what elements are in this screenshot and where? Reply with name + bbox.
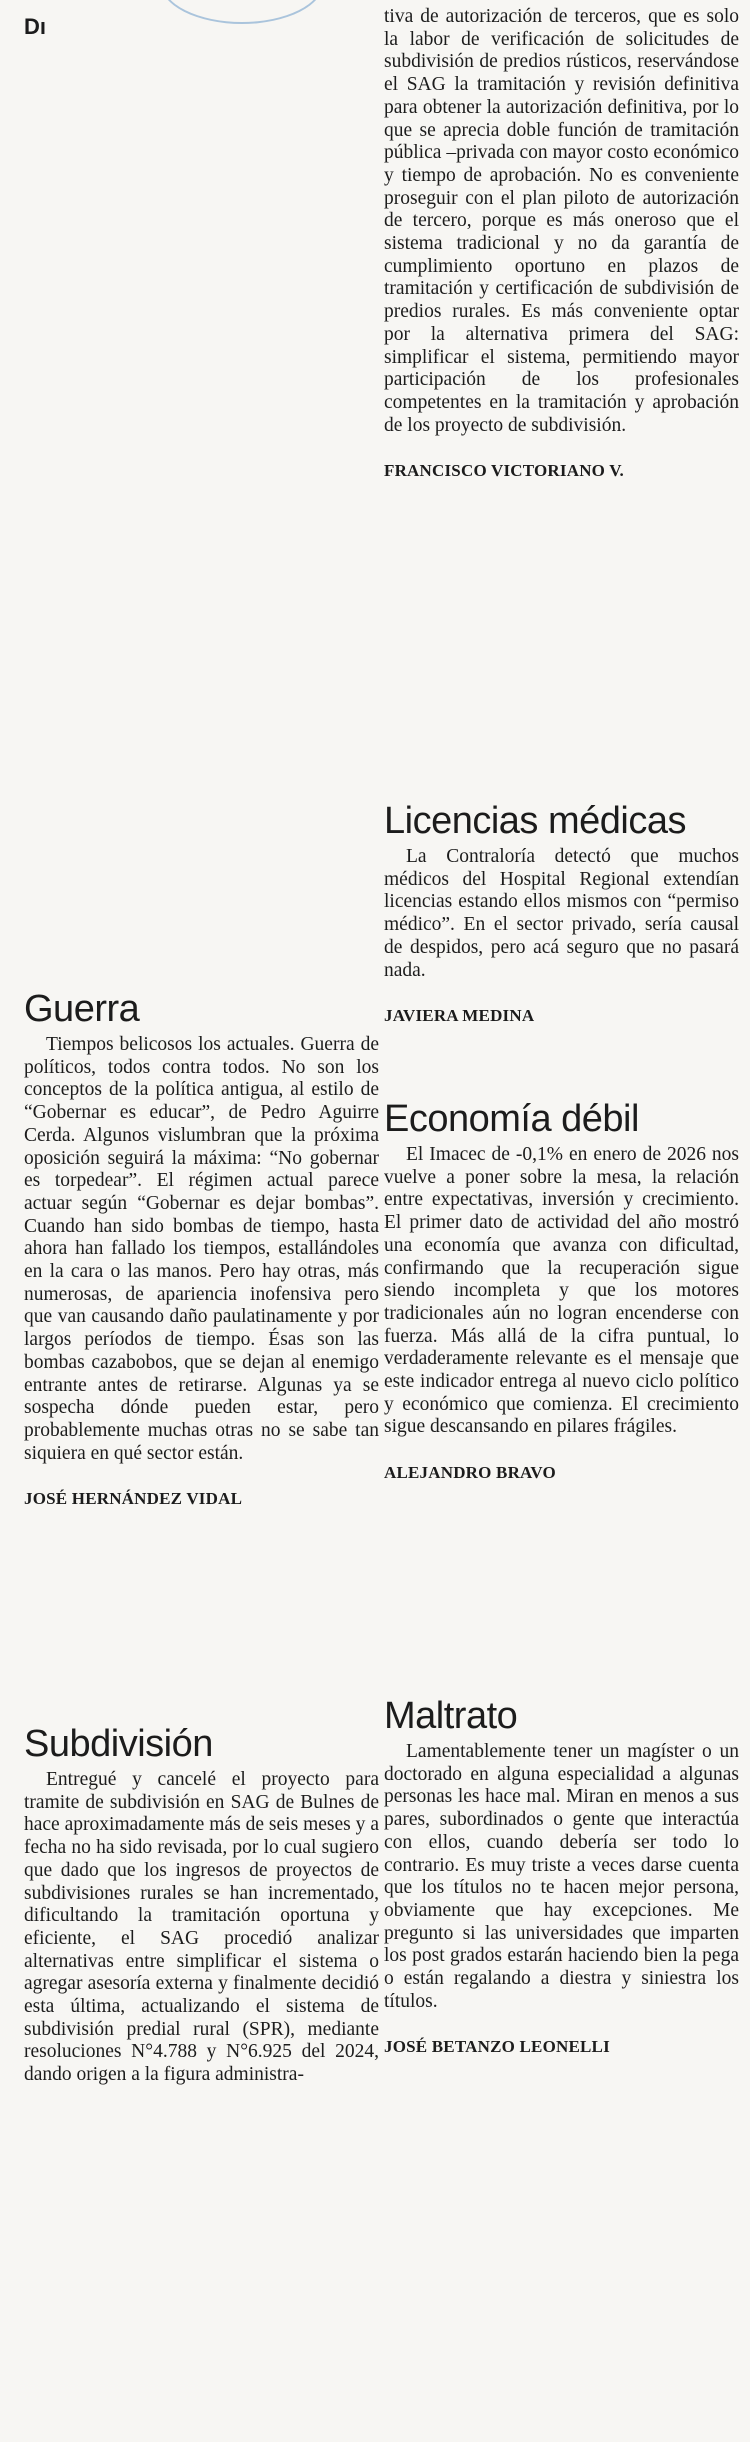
letter-title: Maltrato (384, 1695, 518, 1737)
letter-title: Economía débil (384, 1098, 639, 1140)
letter-body: El Imacec de -0,1% en enero de 2026 nos vuelve a poner sobre la mesa, la relación entre expectativas, inversión y crecimiento. El primer dato de actividad del año mostró una economía que avanza con dificultad, confirmando que la recuperación sigue siendo incompleta y que los motores tradicionales aún no logran encenderse con fuerza. Más allá de la cifra puntual, lo verdaderamente relevante es el mensaje que este indicador entrega al nuevo ciclo político y económico que comienza. El crecimiento sigue descansando en pilares frágiles. (384, 1144, 739, 1438)
section-mark: Dı (24, 14, 46, 39)
letter-title: Subdivisión (24, 1723, 213, 1765)
letter-body: La Contraloría detectó que muchos médicos del Hospital Regional extendían licencias estando ellos mismos con “permiso médico”. En el sector privado, sería causal de despidos, pero acá seguro que no pasará nada. (384, 846, 739, 981)
letter-economia (384, 1098, 739, 1483)
letter-signature: FRANCISCO VICTORIANO V. (384, 461, 624, 481)
letter-subdivision (24, 1723, 379, 2087)
letter-body: Entregué y cancelé el proyecto para tramite de subdivisión en SAG de Bulnes de hace aproximadamente más de seis meses y a fecha no ha sido revisada, por lo cual sugiero que dado que los ingresos de proyectos de subdivisiones rurales se han incrementado, dificultando la tramitación oportuna y eficiente, el SAG procedió analizar alternativas entre simplificar el sistema o agregar asesoría externa y finalmente decidió esta última, actualizando el sistema de subdivisión predial rural (SPR), mediante resoluciones N°4.788 y N°6.925 del 2024, dando origen a la figura administra- (24, 1769, 379, 2086)
letter-title: Guerra (24, 988, 140, 1030)
letter-signature: JOSÉ BETANZO LEONELLI (384, 2037, 610, 2057)
letter-signature: JAVIERA MEDINA (384, 1006, 535, 1026)
letter-guerra (24, 988, 379, 1509)
letter-licencias (384, 800, 739, 1026)
letter-maltrato (384, 1695, 739, 2057)
letter-body: Tiempos belicosos los actuales. Guerra de políticos, todos contra todos. No son los conceptos de la política antigua, al estilo de “Gobernar es educar”, de Pedro Aguirre Cerda. Algunos vislumbran que la próxima oposición seguirá la máxima: “No gobernar es torpedear”. El régimen actual parece actuar según “Gobernar es dejar bombas”. Cuando han sido bombas de tiempo, hasta ahora han fallado los tiempos, estallándoles en la cara o las manos. Pero hay otras, más numerosas, de apariencia inofensiva pero que van causando daño paulatinamente y por largos períodos de tiempo. Ésas son las bombas cazabobos, que se dejan al enemigo entrante antes de retirarse. Algunas ya se sospecha dónde pueden estar, pero probablemente muchas otras no se sabe tan siquiera en qué sector están. (24, 1034, 379, 1464)
letter-signature: ALEJANDRO BRAVO (384, 1463, 556, 1483)
letter-continued (384, 6, 739, 481)
letter-signature: JOSÉ HERNÁNDEZ VIDAL (24, 1489, 243, 1509)
masthead-decoration (160, 0, 324, 24)
letter-title: Licencias médicas (384, 800, 686, 842)
letter-body: Lamentablemente tener un magíster o un doctorado en alguna especialidad a algunas personas les hace mal. Miran en menos a sus pares, subordinados o gente que interactúa con ellos, cuando debería ser todo lo contrario. Es muy triste a veces darse cuenta que los títulos no te hacen mejor persona, obviamente que hay excepciones. Me pregunto si las universidades que imparten los post grados estarán haciendo bien la pega o están regalando a diestra y siniestra los títulos. (384, 1741, 739, 2012)
letter-body: tiva de autorización de terceros, que es solo la labor de verificación de solicitudes de subdivisión de predios rústicos, reservándose el SAG la tramitación y revisión definitiva para obtener la autorización definitiva, por lo que se aprecia doble función de tramitación pública –privada con mayor costo económico y tiempo de aprobación. No es conveniente proseguir con el plan piloto de autorización de tercero, porque es más oneroso que el sistema tradicional y no da garantía de cumplimiento oportuno en plazos de tramitación y certificación de subdivisión de predios rurales. Es más conveniente optar por la alternativa primera del SAG: simplificar el sistema, permitiendo mayor participación de los profesionales competentes en la tramitación y aprobación de los proyecto de subdivisión. (384, 6, 739, 436)
